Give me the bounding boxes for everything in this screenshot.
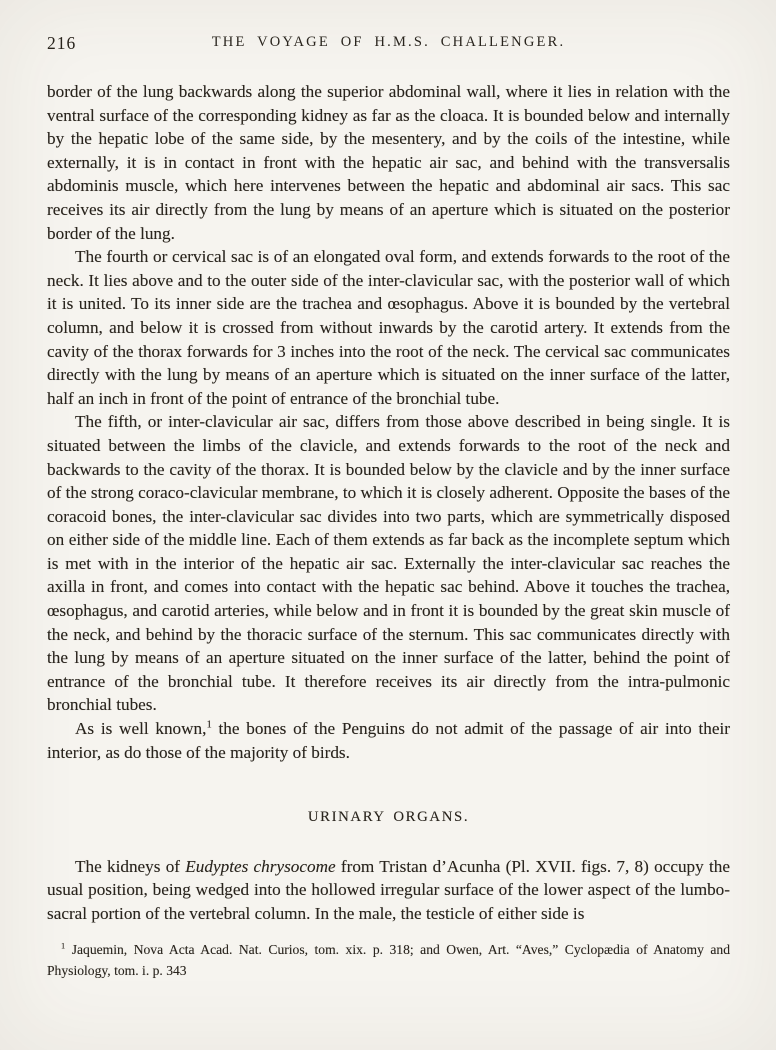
footnote-marker: 1 bbox=[61, 940, 66, 951]
page-header bbox=[47, 32, 730, 54]
footnote bbox=[47, 939, 730, 981]
footnote-text: Jaquemin, Nova Acta Acad. Nat. Curios, tom. xix. p. 318; and Owen, Art. “Aves,” Cyclopædia of Anatomy and Physiology, tom. i. p. 343 bbox=[47, 941, 730, 978]
footnote-reference-marker: 1 bbox=[206, 719, 212, 731]
page-number: 216 bbox=[47, 33, 77, 53]
paragraph-cervical-sac: The fourth or cervical sac is of an elongated oval form, and extends forwards to the root of the neck. It lies above and to the outer side of the inter-clavicular sac, with the posterior wall of which it is united. To its inner side are the trachea and œsophagus. Above it is bounded by the vertebral column, and below it is crossed from without inwards by the carotid artery. It extends from the cavity of the thorax forwards for 3 inches into the root of the neck. The cervical sac communicates directly with the lung by means of an aperture which is situated on the inner surface of the latter, half an inch in front of the point of entrance of the bronchial tube. bbox=[47, 247, 730, 408]
kidneys-text-before: The kidneys of bbox=[75, 856, 186, 876]
page-body bbox=[47, 80, 730, 926]
running-title: THE VOYAGE OF H.M.S. CHALLENGER. bbox=[211, 34, 566, 50]
paragraph-penguin-bones bbox=[47, 717, 730, 764]
penguin-text-before: As is well known, bbox=[75, 719, 207, 739]
species-name: Eudyptes chrysocome bbox=[185, 856, 336, 876]
penguin-text-after: the bones of the Penguins do not admit of the passage of air into their interior, as do those of the majority of birds. bbox=[47, 719, 730, 762]
paragraph-interclavicular-sac: The fifth, or inter-clavicular air sac, differs from those above described in being single. It is situated between the limbs of the clavicle, and extends forwards to the root of the neck and backwards to the cavity of the thorax. It is bounded below by the clavicle and by the inner surface of the strong coraco-clavicular membrane, to which it is closely adherent. Opposite the bases of the coracoid bones, the inter-clavicular sac divides into two parts, which are symmetrically disposed on either side of the middle line. Each of them extends as far back as the incomplete septum which is met with in the interior of the hepatic air sac. Externally the inter-clavicular sac reaches the axilla in front, and comes into contact with the hepatic sac behind. Above it touches the trachea, œsophagus, and carotid arteries, while below and in front it is bounded by the great skin muscle of the neck, and behind by the thoracic surface of the sternum. This sac communicates directly with the lung by means of an aperture situated on the inner surface of the latter, behind the point of entrance of the bronchial tube. It therefore receives its air directly from the intra-pulmonic bronchial tubes. bbox=[47, 412, 730, 715]
paragraph-kidneys bbox=[47, 855, 730, 926]
paragraph-abdominal-air-sac: border of the lung backwards along the superior abdominal wall, where it lies in relation with the ventral surface of the corresponding kidney as far as the cloaca. It is bounded below and internally by the hepatic lobe of the same side, by the mesentery, and by the coils of the intestine, while externally, it is in contact in front with the hepatic air sac, and behind with the transversalis abdominis muscle, which here intervenes between the hepatic and abdominal air sacs. This sac receives its air directly from the lung by means of an aperture which is situated on the posterior border of the lung. bbox=[47, 82, 730, 243]
footnote-line bbox=[47, 939, 730, 981]
section-heading-urinary-organs: URINARY ORGANS. bbox=[307, 809, 470, 826]
kidneys-text-after: from Tristan d’Acunha (Pl. XVII. figs. 7, 8) occupy the usual position, being wedged into the hollowed irregular surface of the lower aspect of the lumbo-sacral portion of the vertebral column. In the male, the testicle of either side is bbox=[47, 856, 730, 923]
